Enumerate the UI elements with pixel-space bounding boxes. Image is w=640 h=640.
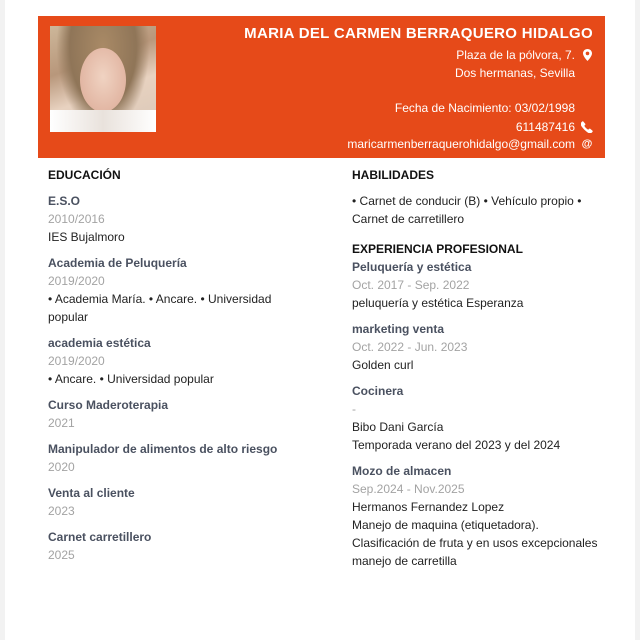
- at-icon: @: [581, 138, 593, 150]
- experience-entry: [352, 258, 602, 312]
- email-line: [347, 137, 593, 151]
- education-entry-date: 2019/2020: [48, 274, 105, 288]
- experience-entry-date: -: [352, 402, 356, 416]
- experience-entry-line: Bibo Dani García: [352, 420, 444, 434]
- education-entry-date: 2023: [48, 504, 75, 518]
- cv-header: [38, 16, 605, 158]
- education-entry-date: 2025: [48, 548, 75, 562]
- experience-entry-line: Temporada verano del 2023 y del 2024: [352, 438, 561, 452]
- address-line-2: Dos hermanas, Sevilla: [454, 66, 575, 80]
- education-entry-text: • Academia María. • Ancare. • Universidad popular: [48, 292, 272, 324]
- skills-title: HABILIDADES: [352, 168, 435, 182]
- education-entry: [48, 484, 308, 520]
- education-entry-title: Manipulador de alimentos de alto riesgo: [48, 442, 278, 456]
- experience-entry-line: peluquería y estética Esperanza: [352, 296, 524, 310]
- birth-date: Fecha de Nacimiento: 03/02/1998: [394, 101, 575, 115]
- experience-list: [352, 258, 602, 570]
- skills-text: • Carnet de conducir (B) • Vehículo propio • Carnet de carretillero: [352, 194, 582, 226]
- education-entry-date: 2021: [48, 416, 75, 430]
- cv-page: [5, 0, 635, 640]
- address-text: Plaza de la pólvora, 7.: [456, 48, 575, 62]
- education-title: EDUCACIÓN: [48, 168, 121, 182]
- email-text[interactable]: maricarmenberraquerohidalgo@gmail.com: [347, 137, 575, 151]
- education-entry-date: 2019/2020: [48, 354, 105, 368]
- experience-entry-line: Clasificación de fruta y en usos excepcionales manejo de carretilla: [352, 536, 598, 568]
- education-entry: [48, 528, 308, 564]
- education-entry-text: IES Bujalmoro: [48, 230, 125, 244]
- experience-entry-date: Oct. 2022 - Jun. 2023: [352, 340, 468, 354]
- education-entry-title: Curso Maderoterapia: [48, 398, 169, 412]
- map-pin-icon: [581, 49, 593, 61]
- education-entry-title: Venta al cliente: [48, 486, 135, 500]
- experience-entry-line: Golden curl: [352, 358, 414, 372]
- right-column: [352, 168, 602, 578]
- education-entry-title: E.S.O: [48, 194, 81, 208]
- education-entry-date: 2010/2016: [48, 212, 105, 226]
- phone-line: [516, 120, 593, 134]
- left-column: [48, 168, 308, 572]
- education-entry-date: 2020: [48, 460, 75, 474]
- full-name: MARIA DEL CARMEN BERRAQUERO HIDALGO: [244, 25, 593, 42]
- education-entry: [48, 396, 308, 432]
- phone-text: 611487416: [515, 120, 575, 134]
- experience-entry-date: Sep.2024 - Nov.2025: [352, 482, 465, 496]
- experience-title: EXPERIENCIA PROFESIONAL: [352, 242, 523, 256]
- education-entry: [48, 334, 308, 388]
- experience-entry-title: Peluquería y estética: [352, 260, 472, 274]
- experience-entry-title: Cocinera: [352, 384, 404, 398]
- experience-entry: [352, 382, 602, 454]
- experience-entry: [352, 320, 602, 374]
- education-entry: [48, 440, 308, 476]
- education-entry: [48, 254, 308, 326]
- education-entry-title: Academia de Peluquería: [48, 256, 187, 270]
- address-line-1: [456, 48, 593, 62]
- experience-entry-line: Hermanos Fernandez Lopez: [352, 500, 505, 514]
- education-entry-title: Carnet carretillero: [48, 530, 152, 544]
- experience-entry-title: marketing venta: [352, 322, 445, 336]
- education-entry-text: • Ancare. • Universidad popular: [48, 372, 214, 386]
- profile-photo: [50, 26, 156, 132]
- education-entry-title: academia estética: [48, 336, 151, 350]
- education-list: [48, 192, 308, 564]
- experience-entry-line: Manejo de maquina (etiquetadora).: [352, 518, 539, 532]
- experience-entry-date: Oct. 2017 - Sep. 2022: [352, 278, 470, 292]
- education-entry: [48, 192, 308, 246]
- experience-entry: [352, 462, 602, 570]
- experience-entry-title: Mozo de almacen: [352, 464, 452, 478]
- phone-icon: [581, 121, 593, 133]
